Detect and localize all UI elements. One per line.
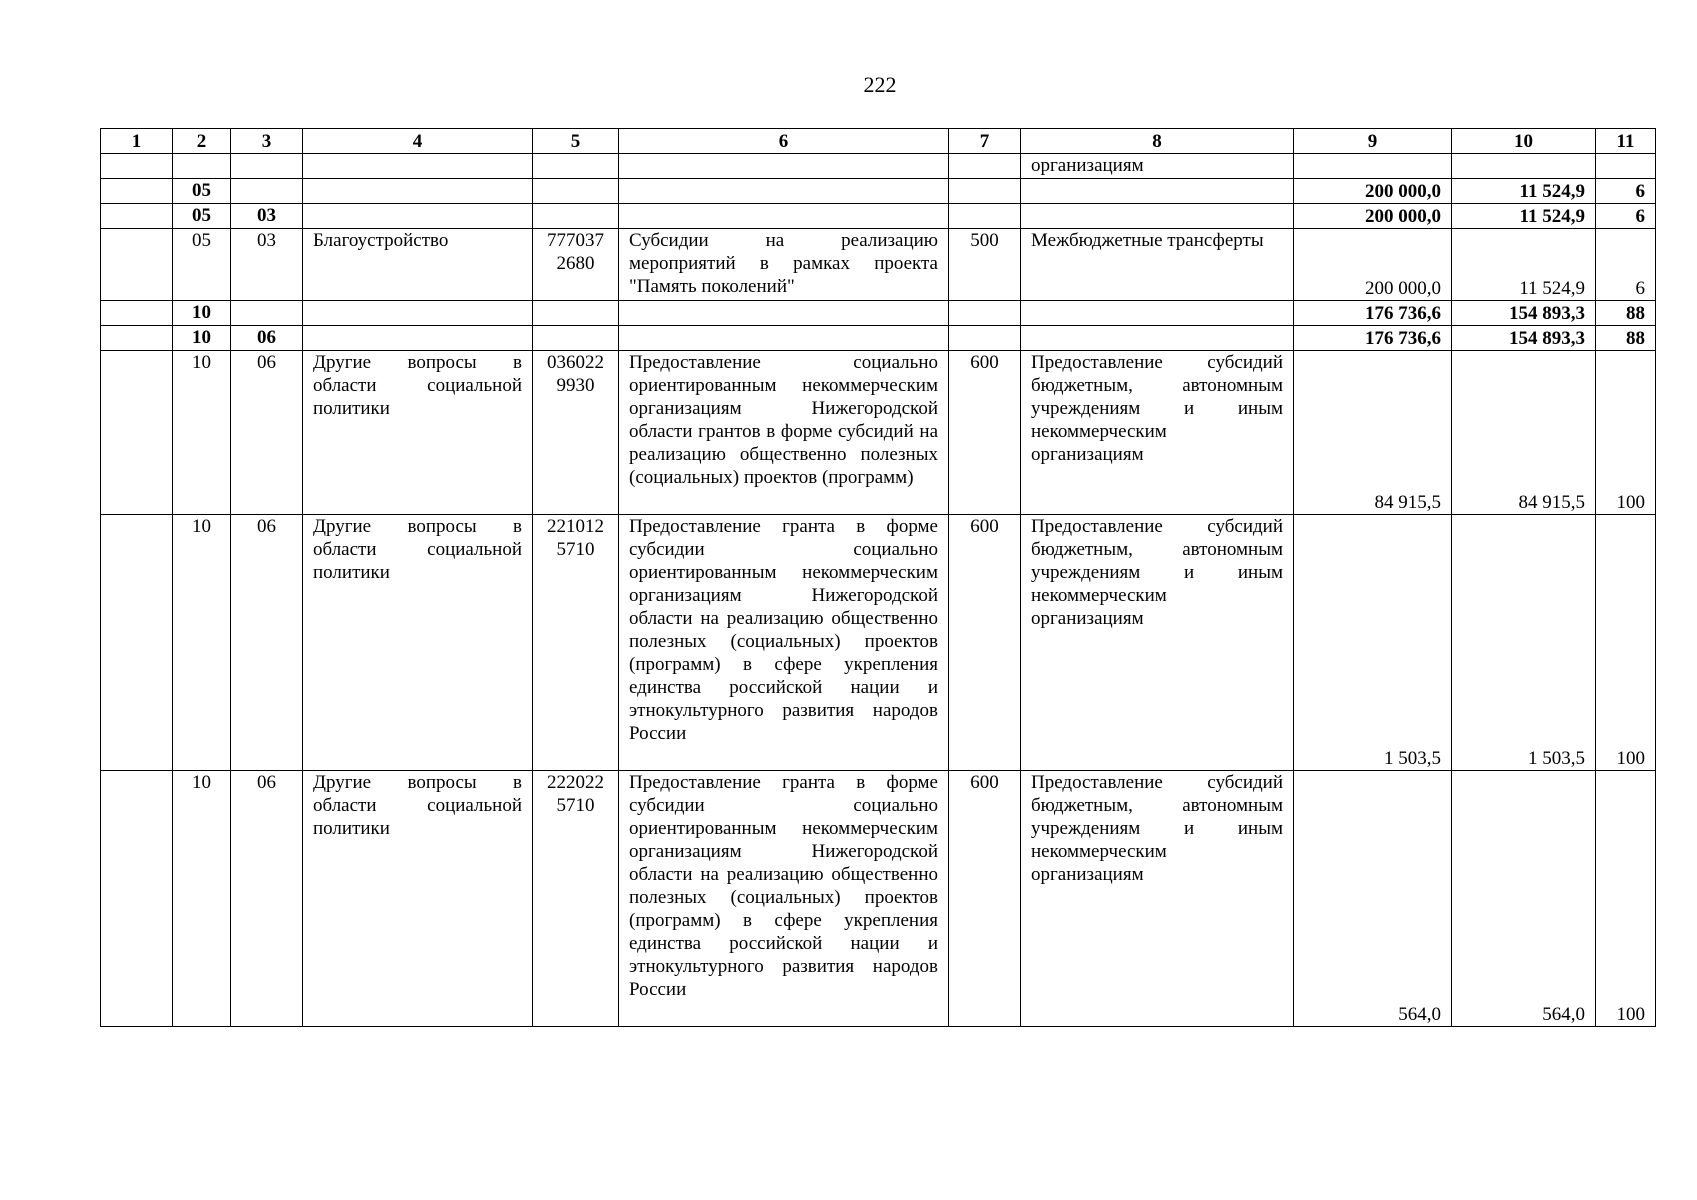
cell-expense-type: 600: [949, 515, 1021, 771]
cell-expense-type-name: [1021, 326, 1294, 351]
cell-target-name: Предоставление гранта в форме субсидии социально ориентированным некоммерческим организациям Нижегородской области на реализацию общественно полезных (социальных) проектов (программ) в сфере укрепления единства российской нации и этнокультурного развития народов России: [619, 515, 949, 771]
cell-expense-type: [949, 154, 1021, 179]
cell-executed: 11 524,9: [1452, 179, 1596, 204]
cell-subsection: 03: [231, 229, 303, 301]
cell-percent: 100: [1596, 351, 1656, 515]
table-row: [101, 771, 1656, 1027]
cell-col1: [101, 229, 173, 301]
column-number: 9: [1294, 129, 1452, 154]
cell-executed: 154 893,3: [1452, 301, 1596, 326]
cell-subsection: 06: [231, 351, 303, 515]
cell-col1: [101, 179, 173, 204]
cell-section: 10: [173, 771, 231, 1027]
cell-section: 10: [173, 351, 231, 515]
cell-subsection-name: Другие вопросы в области социальной политики: [303, 515, 533, 771]
column-number: 1: [101, 129, 173, 154]
cell-subsection-name: Благоустройство: [303, 229, 533, 301]
cell-executed: 11 524,9: [1452, 204, 1596, 229]
cell-subsection: 03: [231, 204, 303, 229]
cell-percent: 88: [1596, 301, 1656, 326]
cell-percent: 88: [1596, 326, 1656, 351]
cell-executed: 84 915,5: [1452, 351, 1596, 515]
column-number: 4: [303, 129, 533, 154]
cell-expense-type: [949, 326, 1021, 351]
cell-section: 10: [173, 515, 231, 771]
cell-expense-type-name: Межбюджетные трансферты: [1021, 229, 1294, 301]
cell-percent: 100: [1596, 515, 1656, 771]
cell-plan: [1294, 154, 1452, 179]
table-row: [101, 515, 1656, 771]
column-number: 7: [949, 129, 1021, 154]
budget-table: [100, 128, 1656, 1027]
cell-plan: 1 503,5: [1294, 515, 1452, 771]
cell-expense-type: 600: [949, 351, 1021, 515]
cell-plan: 564,0: [1294, 771, 1452, 1027]
cell-expense-type-name: [1021, 204, 1294, 229]
cell-target-name: [619, 326, 949, 351]
column-number: 5: [533, 129, 619, 154]
cell-subsection-name: [303, 154, 533, 179]
cell-expense-type-name: Предоставление субсидий бюджетным, автономным учреждениям и иным некоммерческим организациям: [1021, 515, 1294, 771]
column-number: 10: [1452, 129, 1596, 154]
cell-subsection: [231, 179, 303, 204]
column-number: 3: [231, 129, 303, 154]
cell-col1: [101, 351, 173, 515]
cell-plan: 200 000,0: [1294, 229, 1452, 301]
cell-target-code: [533, 179, 619, 204]
cell-percent: 6: [1596, 229, 1656, 301]
cell-col1: [101, 515, 173, 771]
cell-col1: [101, 301, 173, 326]
cell-expense-type: 600: [949, 771, 1021, 1027]
cell-subsection: 06: [231, 515, 303, 771]
cell-target-code: [533, 301, 619, 326]
cell-subsection: 06: [231, 771, 303, 1027]
page-number: 222: [863, 72, 897, 97]
table-row: [101, 154, 1656, 179]
cell-target-name: [619, 204, 949, 229]
cell-subsection-name: [303, 204, 533, 229]
cell-executed: [1452, 154, 1596, 179]
cell-target-name: [619, 301, 949, 326]
cell-expense-type-name: организациям: [1021, 154, 1294, 179]
cell-percent: 100: [1596, 771, 1656, 1027]
cell-section: 05: [173, 179, 231, 204]
table-row: [101, 326, 1656, 351]
cell-subsection: 06: [231, 326, 303, 351]
cell-col1: [101, 326, 173, 351]
cell-percent: 6: [1596, 204, 1656, 229]
cell-plan: 200 000,0: [1294, 179, 1452, 204]
cell-target-code: [533, 204, 619, 229]
cell-target-name: [619, 154, 949, 179]
column-number: 2: [173, 129, 231, 154]
cell-target-code: 777037 2680: [533, 229, 619, 301]
cell-target-code: [533, 154, 619, 179]
cell-target-code: 222022 5710: [533, 771, 619, 1027]
cell-expense-type: [949, 204, 1021, 229]
cell-subsection-name: [303, 326, 533, 351]
cell-percent: [1596, 154, 1656, 179]
cell-plan: 84 915,5: [1294, 351, 1452, 515]
cell-executed: 11 524,9: [1452, 229, 1596, 301]
cell-target-name: Субсидии на реализацию мероприятий в рамках проекта "Память поколений": [619, 229, 949, 301]
cell-plan: 176 736,6: [1294, 301, 1452, 326]
cell-section: 10: [173, 301, 231, 326]
column-number-row: [101, 129, 1656, 154]
cell-section: 05: [173, 229, 231, 301]
cell-subsection: [231, 301, 303, 326]
cell-target-code: 221012 5710: [533, 515, 619, 771]
column-number: 8: [1021, 129, 1294, 154]
table-row: [101, 229, 1656, 301]
cell-target-code: 036022 9930: [533, 351, 619, 515]
column-number: 6: [619, 129, 949, 154]
cell-subsection-name: Другие вопросы в области социальной политики: [303, 771, 533, 1027]
cell-target-name: Предоставление социально ориентированным некоммерческим организациям Нижегородской области грантов в форме субсидий на реализацию общественно полезных (социальных) проектов (программ): [619, 351, 949, 515]
cell-col1: [101, 771, 173, 1027]
cell-section: 05: [173, 204, 231, 229]
cell-target-name: [619, 179, 949, 204]
cell-plan: 176 736,6: [1294, 326, 1452, 351]
cell-subsection-name: Другие вопросы в области социальной политики: [303, 351, 533, 515]
cell-subsection: [231, 154, 303, 179]
cell-section: 10: [173, 326, 231, 351]
cell-expense-type: 500: [949, 229, 1021, 301]
column-number: 11: [1596, 129, 1656, 154]
cell-plan: 200 000,0: [1294, 204, 1452, 229]
table-row: [101, 301, 1656, 326]
cell-percent: 6: [1596, 179, 1656, 204]
cell-expense-type: [949, 301, 1021, 326]
cell-col1: [101, 204, 173, 229]
table-row: [101, 351, 1656, 515]
cell-expense-type-name: Предоставление субсидий бюджетным, автономным учреждениям и иным некоммерческим организациям: [1021, 351, 1294, 515]
table-row: [101, 204, 1656, 229]
cell-col1: [101, 154, 173, 179]
cell-section: [173, 154, 231, 179]
cell-target-code: [533, 326, 619, 351]
cell-subsection-name: [303, 301, 533, 326]
cell-executed: 154 893,3: [1452, 326, 1596, 351]
cell-subsection-name: [303, 179, 533, 204]
cell-executed: 1 503,5: [1452, 515, 1596, 771]
cell-expense-type-name: [1021, 179, 1294, 204]
table-row: [101, 179, 1656, 204]
cell-target-name: Предоставление гранта в форме субсидии социально ориентированным некоммерческим организациям Нижегородской области на реализацию общественно полезных (социальных) проектов (программ) в сфере укрепления единства российской нации и этнокультурного развития народов России: [619, 771, 949, 1027]
cell-expense-type-name: [1021, 301, 1294, 326]
cell-executed: 564,0: [1452, 771, 1596, 1027]
cell-expense-type-name: Предоставление субсидий бюджетным, автономным учреждениям и иным некоммерческим организациям: [1021, 771, 1294, 1027]
cell-expense-type: [949, 179, 1021, 204]
